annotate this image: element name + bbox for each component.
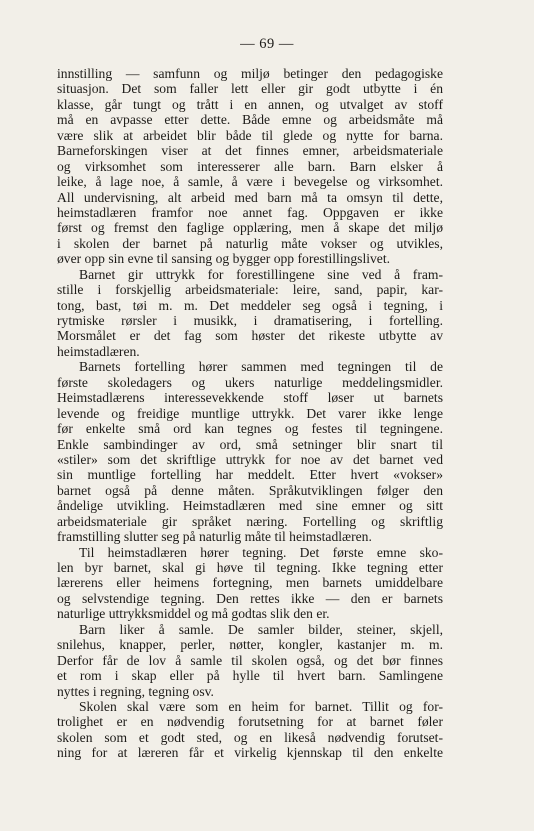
text-line: heimstadlæren framfor noe annet fag. Oppgaven er ikke — [57, 204, 443, 220]
text-line: Heimstadlærens interessevekkende stoff løser ut barnets — [57, 390, 443, 406]
text-line: framstilling slutter seg på naturlig måte til heimstadlæren. — [57, 529, 372, 545]
text-line: «stiler» som det skriftlige uttrykk for noe av det barnet ved — [57, 451, 443, 467]
text-line: først og fremst den faglige opplæring, men å skape det miljø — [57, 220, 443, 236]
text-line: åndelige utvikling. Heimstadlæren med sine emner og sitt — [57, 498, 443, 514]
text-line: før enkelte små ord kan tegnes og festes til tegningene. — [57, 421, 443, 437]
text-line: et rom i skap eller på hylle til hvert barn. Samlingene — [57, 668, 443, 684]
text-line: innstilling — samfunn og miljø betinger den pedagogiske — [57, 66, 443, 81]
text-line: heimstadlæren. — [57, 343, 140, 359]
text-line: tong, bast, tøi m. m. Det meddeler seg også i tegning, i — [57, 297, 443, 313]
text-line: lærerens eller heimens fortegning, men barnets umiddelbare — [57, 575, 443, 591]
text-line: All undervisning, alt arbeid med barn må ta omsyn til dette, — [57, 189, 443, 205]
text-line: Barnets fortelling hører sammen med tegningen til de — [79, 359, 443, 375]
text-line: snilehus, knapper, perler, nøtter, kongler, kastanjer m. m. — [57, 637, 443, 653]
text-line: stille i forskjellig arbeidsmateriale: leire, sand, papir, kar- — [57, 282, 443, 298]
text-line: klasse, går tungt og trått i en annen, og utvalget av stoff — [57, 96, 443, 112]
text-line: og selvstendige tegning. Den rettes ikke — den er barnets — [57, 590, 443, 606]
text-line: sin muntlige fortelling har meddelt. Etter hvert «vokser» — [57, 467, 443, 483]
text-line: naturlige uttrykksmiddel og må godtas slik den er. — [57, 606, 330, 622]
text-line: leike, å lage noe, å samle, å være i bevegelse og virksomhet. — [57, 174, 443, 190]
text-line: skolen som et godt sted, og en likeså nødvendig forutset- — [57, 729, 443, 745]
text-line: være slik at arbeidet blir både til glede og nytte for barna. — [57, 127, 443, 143]
text-line: Enkle sambindinger av ord, små setninger blir snart til — [57, 436, 443, 452]
text-line: Derfor får de lov å samle til skolen også, og det bør finnes — [57, 652, 443, 668]
text-line: må en avpasse etter dette. Både emne og arbeidsmåte må — [57, 112, 443, 128]
text-line: trolighet er en nødvendig forutsetning for at barnet føler — [57, 714, 443, 730]
page-number: — 69 — — [240, 36, 294, 52]
text-line: og virksomhet som interesserer alle barn. Barn elsker å — [57, 158, 443, 174]
text-line: Barn liker å samle. De samler bilder, steiner, skjell, — [79, 621, 443, 637]
body-text — [57, 66, 443, 761]
text-line: i skolen der barnet på naturlig måte vokser og utvikles, — [57, 235, 443, 251]
text-line: Skolen skal være som en heim for barnet. Tillit og for- — [79, 698, 443, 714]
text-line: Til heimstadlæren hører tegning. Det første emne sko- — [79, 544, 443, 560]
text-line: Barneforskingen viser at det finnes emner, arbeidsmateriale — [57, 143, 443, 159]
text-line: barnet også på denne måten. Språkutviklingen følger den — [57, 482, 443, 498]
text-line: Morsmålet er det fag som høster det rikeste utbytte av — [57, 328, 443, 344]
text-line: len byr barnet, skal gi høve til tegning. Ikke tegning etter — [57, 560, 443, 575]
text-line: levende og freidige muntlige uttrykk. Det varer ikke lenge — [57, 405, 443, 421]
text-line: arbeidsmateriale gir språket næring. Fortelling og skriftlig — [57, 513, 443, 529]
text-line: nyttes i regning, tegning osv. — [57, 683, 214, 699]
text-line: ning for at læreren får et virkelig kjennskap til den enkelte — [57, 745, 443, 761]
text-line: situasjon. Det som faller lett eller gir godt utbytte i én — [57, 81, 443, 97]
text-line: rytmiske rørsler i musikk, i dramatisering, i fortelling. — [57, 313, 443, 328]
text-line: Barnet gir uttrykk for forestillingene sine ved å fram- — [79, 266, 443, 282]
text-line: øver opp sin evne til sansing og bygger opp forestillingslivet. — [57, 251, 391, 267]
text-line: første skoledagers og ukers naturlige meddelingsmidler. — [57, 374, 443, 390]
